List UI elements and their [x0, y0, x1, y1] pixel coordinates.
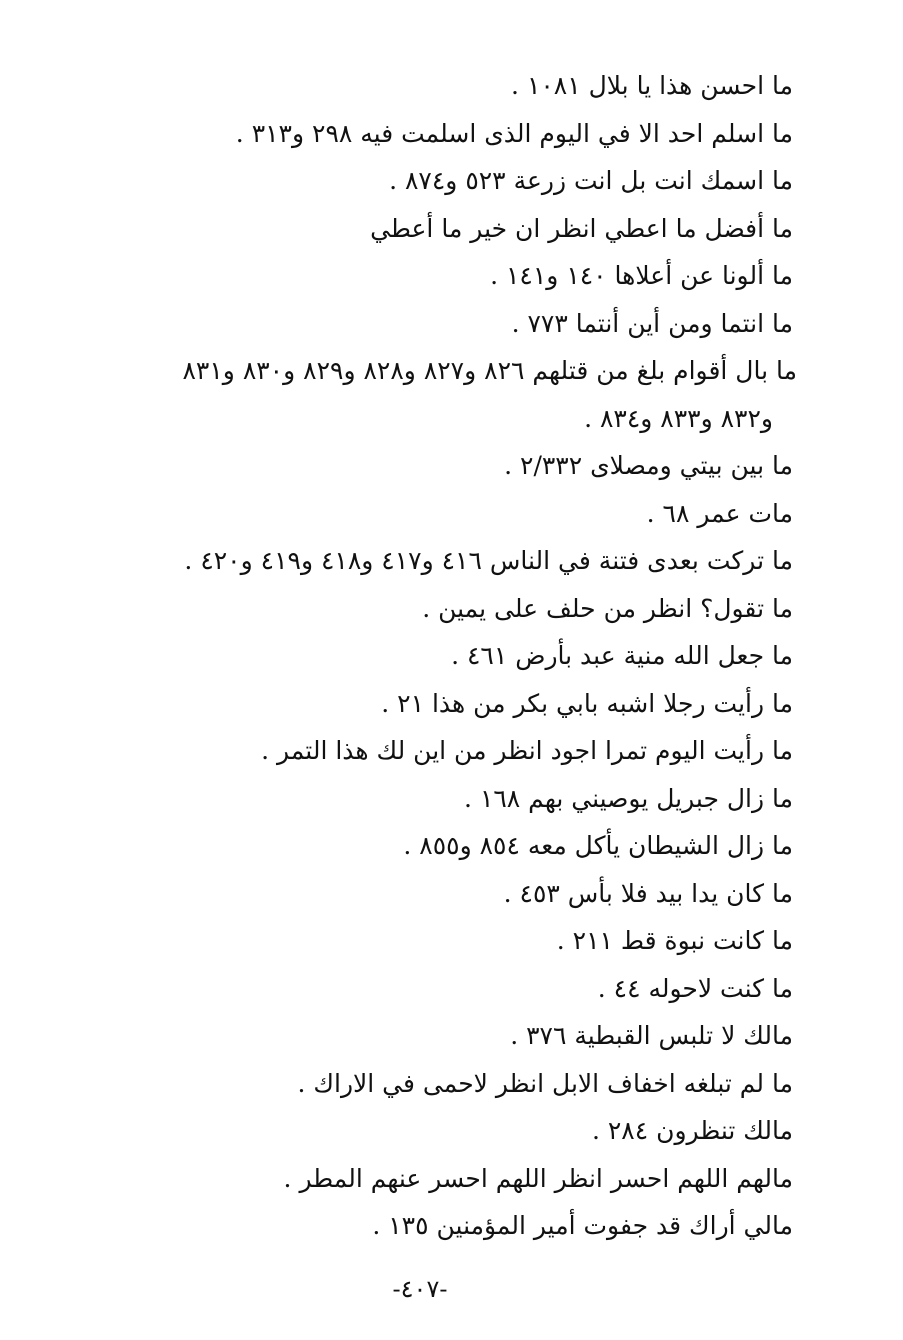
index-entry: ما تقول؟ انظر من حلف على يمين .: [422, 593, 793, 623]
index-entry: ما انتما ومن أين أنتما ٧٧٣ .: [511, 308, 793, 338]
index-entry: مات عمر ٦٨ .: [646, 498, 793, 528]
index-entry: ما اسلم احد الا في اليوم الذى اسلمت فيه ٢٩٨ و٣١٣ .: [235, 118, 793, 148]
index-entry: ما لم تبلغه اخفاف الابل انظر لاحمى في الاراك .: [297, 1068, 793, 1098]
index-entry: ما ألونا عن أعلاها ١٤٠ و١٤١ .: [490, 261, 793, 290]
index-entry: ما زال الشيطان يأكل معه ٨٥٤ و٨٥٥ .: [403, 831, 793, 860]
index-entry: ما اسمك انت بل انت زرعة ٥٢٣ و٨٧٤ .: [389, 166, 793, 195]
index-entry: ما بال أقوام بلغ من قتلهم ٨٢٦ و٨٢٧ و٨٢٨ و٨٢٩ و٨٣٠ و٨٣١: [182, 356, 797, 385]
index-entry: مالي أراك قد جفوت أمير المؤمنين ١٣٥ .: [372, 1211, 793, 1240]
index-entry: ما تركت بعدى فتنة في الناس ٤١٦ و٤١٧ و٤١٨ و٤١٩ و٤٢٠ .: [184, 546, 793, 575]
index-entry: مالهم اللهم احسر انظر اللهم احسر عنهم المطر .: [283, 1163, 793, 1193]
index-entry: ما كانت نبوة قط ٢١١ .: [556, 926, 793, 955]
index-entry: ما أفضل ما اعطي انظر ان خير ما أعطي: [370, 213, 793, 243]
index-entry: ما احسن هذا يا بلال ١٠٨١ .: [511, 71, 793, 100]
index-entry: ما جعل الله منية عبد بأرض ٤٦١ .: [451, 641, 793, 670]
page-number: -٤٠٧-: [392, 1275, 448, 1303]
index-entry-continuation: و٨٣٢ و٨٣٣ و٨٣٤ .: [584, 403, 773, 433]
index-entry: مالك لا تلبس القبطية ٣٧٦ .: [510, 1021, 793, 1050]
index-entry: ما بين بيتي ومصلاى ٢/٣٣٢ .: [504, 451, 793, 480]
index-entry: ما كنت لاحوله ٤٤ .: [597, 973, 793, 1003]
index-entry: ما رأيت اليوم تمرا اجود انظر من اين لك هذا التمر .: [261, 736, 793, 765]
hadith-index-list: [63, 62, 797, 1250]
index-entry: ما زال جبريل يوصيني بهم ١٦٨ .: [464, 783, 793, 813]
index-entry: ما رأيت رجلا اشبه بابي بكر من هذا ٢١ .: [381, 688, 793, 718]
index-entry: ما كان يدا بيد فلا بأس ٤٥٣ .: [503, 878, 793, 908]
index-entry: مالك تنظرون ٢٨٤ .: [591, 1116, 793, 1145]
